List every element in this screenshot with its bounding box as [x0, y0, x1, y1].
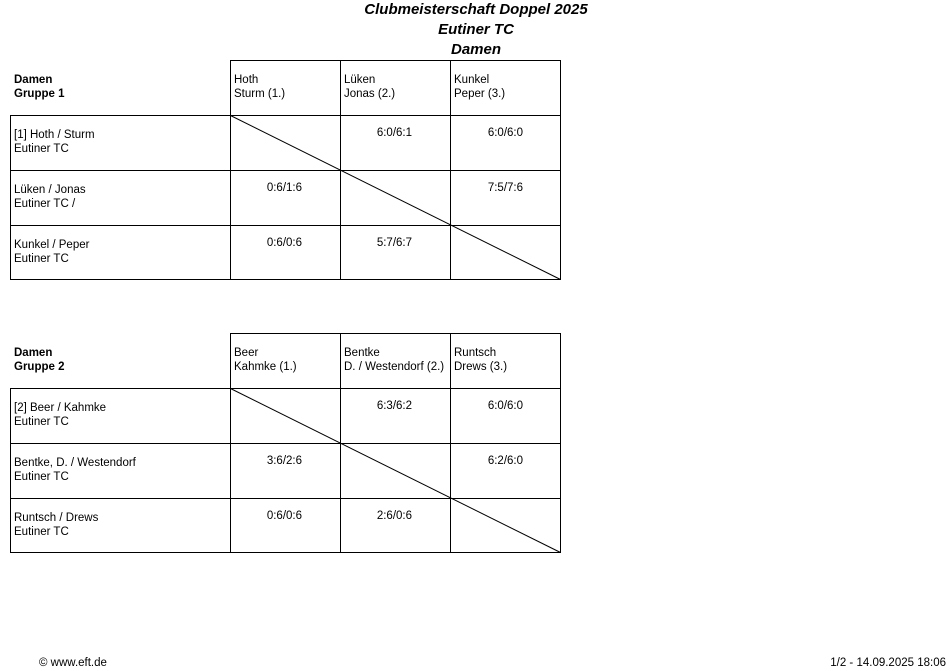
score-cell: [340, 170, 450, 225]
score-cell: 3:6/2:6: [266, 455, 302, 467]
column-header: Hoth Sturm (1.): [234, 74, 286, 100]
team-cell: Lüken / Jonas Eutiner TC /: [14, 184, 86, 210]
column-header: Bentke D. / Westendorf (2.): [344, 347, 445, 373]
score-cell: 0:6/0:6: [266, 237, 302, 249]
table-row: [10, 115, 561, 170]
table-row: [10, 170, 561, 225]
group-2-header-row: [10, 333, 561, 388]
score-cell: [230, 388, 340, 443]
table-row: [10, 498, 561, 553]
score-cell: 6:0/6:0: [487, 400, 523, 412]
tournament-title: Clubmeisterschaft Doppel 2025: [364, 1, 588, 18]
column-header: Beer Kahmke (1.): [234, 347, 297, 373]
score-cell: [450, 498, 561, 553]
score-cell: [450, 225, 561, 280]
team-cell: [2] Beer / Kahmke Eutiner TC: [14, 402, 107, 428]
team-cell: [1] Hoth / Sturm Eutiner TC: [14, 129, 95, 155]
team-cell: Runtsch / Drews Eutiner TC: [14, 512, 99, 538]
column-header: Runtsch Drews (3.): [454, 347, 508, 373]
team-cell: Kunkel / Peper Eutiner TC: [14, 239, 90, 265]
column-header: Kunkel Peper (3.): [454, 74, 506, 100]
score-cell: 6:2/6:0: [487, 455, 523, 467]
footer-copyright: © www.eft.de: [39, 657, 107, 669]
column-header: Lüken Jonas (2.): [344, 74, 396, 100]
score-cell: 6:3/6:2: [376, 400, 412, 412]
table-row: [10, 225, 561, 280]
score-cell: [340, 443, 450, 498]
score-cell: 2:6/0:6: [376, 510, 412, 522]
score-cell: 7:5/7:6: [487, 182, 523, 194]
page-header: [0, 0, 950, 60]
score-cell: 0:6/0:6: [266, 510, 302, 522]
footer-page-info: 1/2 - 14.09.2025 18:06: [830, 657, 946, 669]
table-row: [10, 443, 561, 498]
group-1-header-row: [10, 60, 561, 115]
score-cell: 0:6/1:6: [266, 182, 302, 194]
score-cell: 5:7/6:7: [376, 237, 412, 249]
team-cell: Bentke, D. / Westendorf Eutiner TC: [14, 457, 136, 483]
table-row: [10, 388, 561, 443]
score-cell: 6:0/6:0: [487, 127, 523, 139]
category-name: Damen: [450, 41, 502, 58]
group-label: Damen Gruppe 2: [14, 347, 65, 373]
club-name: Eutiner TC: [438, 21, 514, 38]
score-cell: 6:0/6:1: [376, 127, 412, 139]
group-label: Damen Gruppe 1: [14, 74, 65, 100]
score-cell: [230, 115, 340, 170]
